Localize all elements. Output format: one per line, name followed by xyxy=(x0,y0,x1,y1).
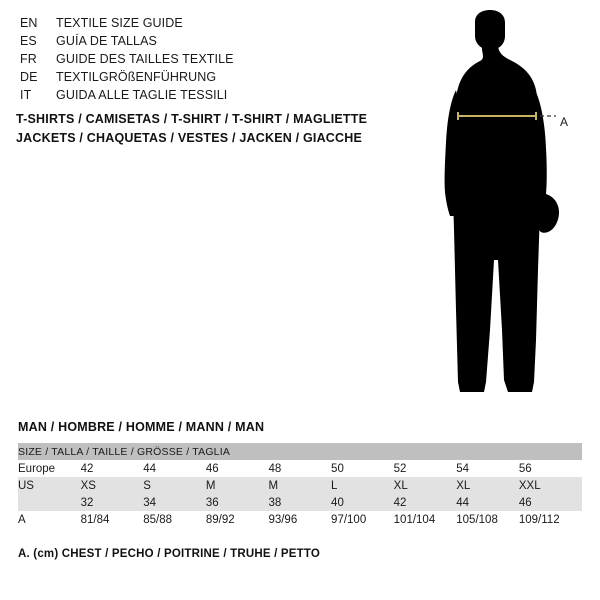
row-cell: 101/104 xyxy=(394,511,457,528)
row-cell: XL xyxy=(456,477,519,494)
table-row xyxy=(18,511,582,528)
table-row xyxy=(18,477,582,494)
row-label: US xyxy=(18,477,81,494)
language-row xyxy=(20,88,380,106)
row-cell: 34 xyxy=(143,494,206,511)
language-row xyxy=(20,70,380,88)
row-cell: 40 xyxy=(331,494,394,511)
garment-category-block xyxy=(16,110,396,148)
row-cell: 46 xyxy=(206,460,269,477)
row-label: A xyxy=(18,511,81,528)
language-title: TEXTILGRÖßENFÜHRUNG xyxy=(56,70,217,84)
language-row xyxy=(20,52,380,70)
row-cell: 50 xyxy=(331,460,394,477)
language-code: EN xyxy=(20,16,38,30)
language-code: DE xyxy=(20,70,38,84)
row-cell: 109/112 xyxy=(519,511,582,528)
row-cell: 42 xyxy=(394,494,457,511)
row-cell: M xyxy=(206,477,269,494)
row-cell: 93/96 xyxy=(268,511,331,528)
row-cell: 54 xyxy=(456,460,519,477)
table-title: MAN / HOMBRE / HOMME / MANN / MAN xyxy=(18,420,265,434)
row-cell: 52 xyxy=(394,460,457,477)
row-cell: 48 xyxy=(268,460,331,477)
row-cell: 36 xyxy=(206,494,269,511)
table-row xyxy=(18,460,582,477)
row-label: Europe xyxy=(18,460,81,477)
row-cell: 81/84 xyxy=(81,511,144,528)
garment-line-jackets: JACKETS / CHAQUETAS / VESTES / JACKEN / GIACCHE xyxy=(16,131,363,145)
row-label xyxy=(18,494,81,511)
row-cell: L xyxy=(331,477,394,494)
row-cell: 56 xyxy=(519,460,582,477)
language-code: ES xyxy=(20,34,37,48)
row-cell: 32 xyxy=(81,494,144,511)
row-cell: 89/92 xyxy=(206,511,269,528)
garment-line-tshirts: T-SHIRTS / CAMISETAS / T-SHIRT / T-SHIRT / MAGLIETTE xyxy=(16,112,368,126)
row-cell: 85/88 xyxy=(143,511,206,528)
row-cell: M xyxy=(268,477,331,494)
figure-illustration xyxy=(400,10,600,410)
male-silhouette-icon xyxy=(400,10,600,410)
language-row xyxy=(20,16,380,34)
row-cell: 105/108 xyxy=(456,511,519,528)
language-title: GUIDE DES TAILLES TEXTILE xyxy=(56,52,234,66)
chest-callout-label: A xyxy=(560,115,569,129)
row-cell: 46 xyxy=(519,494,582,511)
row-cell: 42 xyxy=(81,460,144,477)
language-header-block xyxy=(20,16,380,106)
language-title: GUIDA ALLE TAGLIE TESSILI xyxy=(56,88,228,102)
language-title: GUÍA DE TALLAS xyxy=(56,34,157,48)
row-cell: 44 xyxy=(456,494,519,511)
row-cell: XXL xyxy=(519,477,582,494)
table-row xyxy=(18,494,582,511)
table-header-label: SIZE / TALLA / TAILLE / GRÖSSE / TAGLIA xyxy=(18,443,582,460)
row-cell: 97/100 xyxy=(331,511,394,528)
row-cell: 38 xyxy=(268,494,331,511)
language-code: FR xyxy=(20,52,37,66)
language-row xyxy=(20,34,380,52)
row-cell: XS xyxy=(81,477,144,494)
measurement-footnote: A. (cm) CHEST / PECHO / POITRINE / TRUHE / PETTO xyxy=(18,548,321,560)
size-table xyxy=(18,443,582,528)
language-code: IT xyxy=(20,88,32,102)
language-title: TEXTILE SIZE GUIDE xyxy=(56,16,183,30)
row-cell: 44 xyxy=(143,460,206,477)
row-cell: S xyxy=(143,477,206,494)
table-header-row xyxy=(18,443,582,460)
row-cell: XL xyxy=(394,477,457,494)
